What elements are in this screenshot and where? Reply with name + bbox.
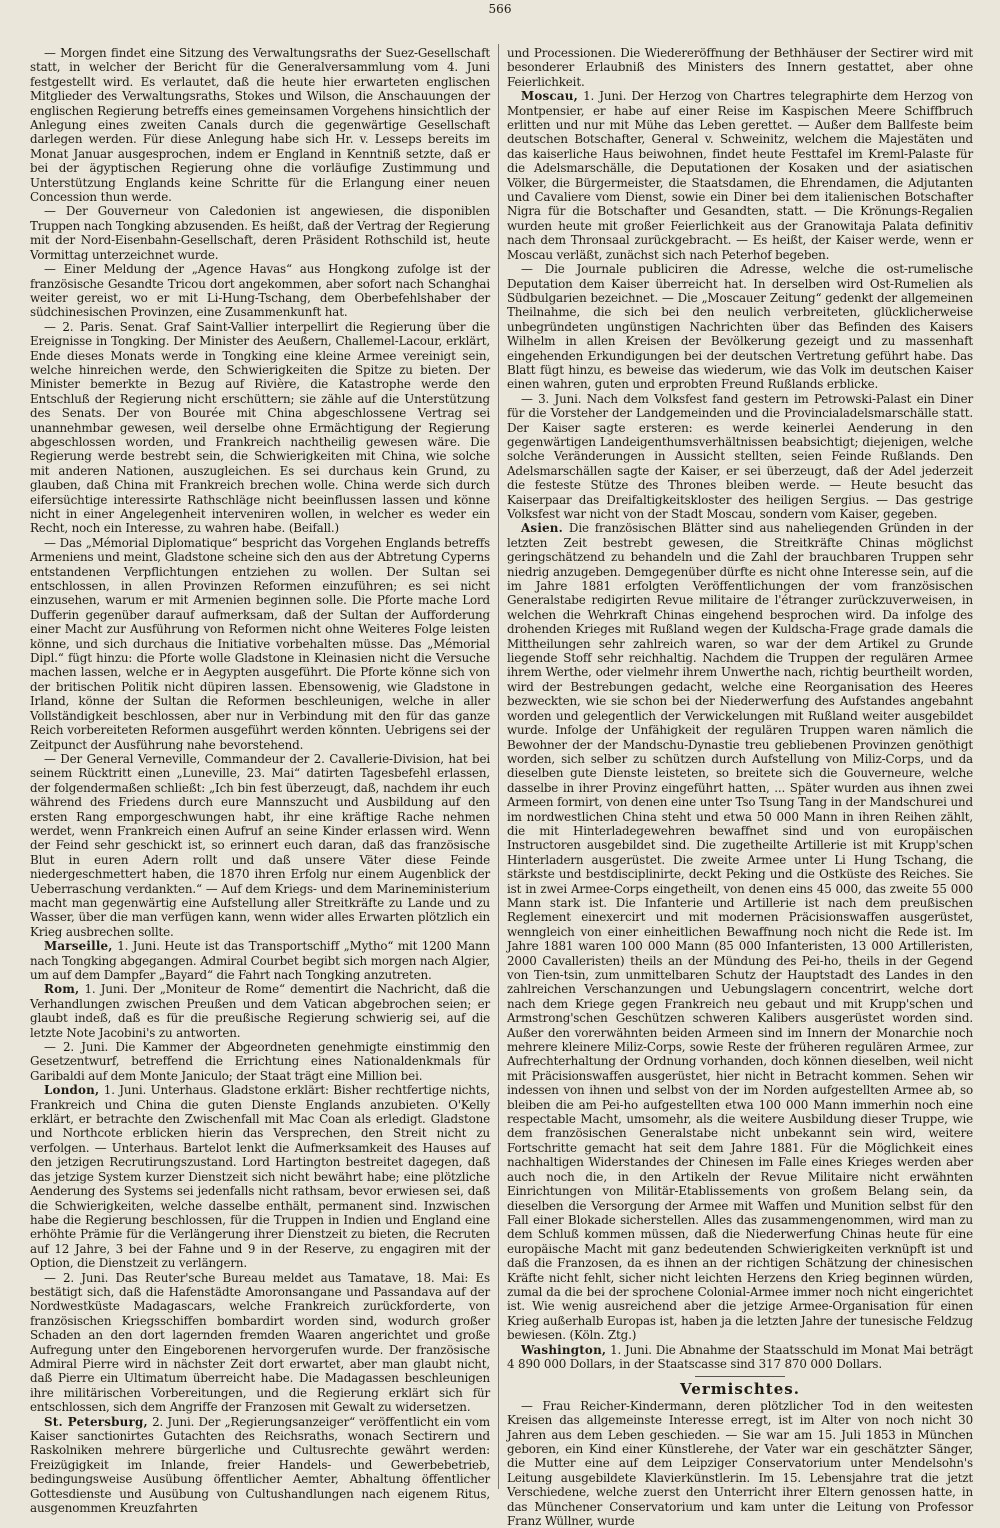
dateline-petersburg: St. Petersburg,: [44, 1414, 148, 1429]
article-hongkong: — Einer Meldung der „Agence Havas“ aus Hongkong zufolge ist der französische Gesandte Tricou dort angekommen, aber sofort nach Schanghai weiter gereist, wo er mit Li-Hung-Tschang, dem Oberbefehlshaber der südchinesischen Provinzen, eine Zusammenkunft hat.: [30, 262, 490, 320]
column-divider: [498, 44, 499, 1489]
right-column: [507, 46, 973, 1528]
dateline-marseille: Marseille,: [44, 939, 113, 954]
left-column: [30, 46, 490, 1516]
dateline-washington: Washington,: [521, 1342, 607, 1357]
article-petersburg-text: 2. Juni. Der „Regierungsanzeiger“ veröffentlicht ein vom Kaiser sanctionirtes Gutachten des Reichsraths, wonach Sectirern und Raskolniken mehrere bürgerliche und Cultusrechte gewährt werden: Freizügigkeit im Inlande, freier Handels- und Gewerbebetrieb, bedingungsweise Ausübung öffentlicher Aemter, Abhaltung öffentlicher Gottesdienste und Ausübung von Cultushandlungen nach eigenem Ritus, ausgenommen Kreuzfahrten: [30, 1414, 490, 1516]
article-asien: [507, 521, 973, 1342]
section-separator: [695, 1376, 785, 1377]
article-marseille: [30, 939, 490, 982]
article-verneville: — Der General Verneville, Commandeur der 2. Cavallerie-Division, hat bei seinem Rücktritt einen „Luneville, 23. Mai“ datirten Tagesbefehl erlassen, der folgendermaßen schließt: „Ich bin fest überzeugt, daß, nachdem ihr euch während des Friedens durch eure Mannszucht und Ausbildung auf den ersten Rang emporgeschwungen habt, ihr eine kräftige Rache nehmen werdet, wenn Frankreich einen Aufruf an seine Kinder erlassen wird. Wenn der Feind sehr geschickt ist, so erinnert euch daran, daß das französische Blut in euren Adern rollt und daß unsere Väter diese Feinde niedergeschmettert haben, die 1870 ihren Erfolg nur einem Augenblick der Ueberraschung verdankten.“ — Auf dem Kriegs- und dem Marineministerium macht man gegenwärtig eine Aufstellung aller Streitkräfte zu Lande und zu Wasser, über die man verfügen kann, wenn wider alles Erwarten plötzlich ein Krieg ausbrechen sollte.: [30, 751, 490, 939]
article-moscau-2: — Die Journale publiciren die Adresse, welche die ost-rumelische Deputation dem Kaiser überreicht hat. In derselben wird Ost-Rumelien als Südbulgarien bezeichnet. — Die „Moscauer Zeitung“ gedenkt der allgemeinen Theilnahme, die sich bei den neulich verbreiteten, glücklicherweise unbegründeten ungünstigen Nachrichten über das Befinden des Kaisers Wilhelm in allen Kreisen der Bevölkerung gezeigt und zu massenhaft eingehenden Erkundigungen bei der deutschen Vertretung geführt habe. Das Blatt fügt hinzu, es beweise das wiederum, wie das Volk im deutschen Kaiser einen wahren, guten und erprobten Freund Rußlands erblicke.: [507, 262, 973, 392]
article-reicher-kindermann: — Frau Reicher-Kindermann, deren plötzlicher Tod in den weitesten Kreisen das allgemeinste Interesse erregt, ist im Alter von noch nicht 30 Jahren aus dem Leben geschieden. — Sie war am 15. Juli 1853 in München geboren, ein Kind einer Künstlerehe, der Vater war ein geschätzter Sänger, die Mutter eine auf dem Leipziger Conservatorium unter Mendelsohn's Leitung ausgebildete Klavierkünstlerin. Im 15. Lebensjahre trat die jetzt Verschiedene, welche zuerst den Unterricht ihrer Eltern genossen hatte, in das Münchener Conservatorium und kam unter die Leitung von Professor Franz Wüllner, wurde: [507, 1398, 973, 1528]
article-washington: [507, 1343, 973, 1372]
article-memorial: — Das „Mémorial Diplomatique“ bespricht das Vorgehen Englands betreffs Armeniens und meint, Gladstone scheine sich den aus der Abtretung Cyperns entstandenen Verpflichtungen entziehen zu wollen. Der Sultan sei entschlossen, in allen Provinzen Reformen einzuführen; es sei nicht einzusehen, warum er mit Armenien beginnen solle. Die Pforte mache Lord Dufferin gegenüber darauf aufmerksam, daß der Sultan der Aufforderung einer Macht zur Ausführung von Reformen nicht ohne Weiteres Folge leisten könne, und sich durchaus die Initiative vorbehalten müsse. Das „Mémorial Dipl.“ fügt hinzu: die Pforte wolle Gladstone in Kleinasien nicht die Versuche machen lassen, welche er in Aegypten ausgeführt. Die Pforte könne sich von der britischen Politik nicht düpiren lassen. Ebensowenig, wie Gladstone in Irland, könne der Sultan die Reformen beschleunigen, welche in aller Vollständigkeit beschlossen, aber nur in Verbindung mit den für das ganze Reich vorbereiteten Reformen ausgeführt werden könnten. Uebrigens sei der Zeitpunct der Ausführung nahe bevorstehend.: [30, 535, 490, 752]
article-moscau: [507, 89, 973, 262]
article-washington-text: 1. Juni. Die Abnahme der Staatsschuld im Monat Mai beträgt 4 890 000 Dollars, in der Staatscasse sind 317 870 000 Dollars.: [507, 1342, 973, 1371]
article-moscau-3: — 3. Juni. Nach dem Volksfest fand gestern im Petrowski-Palast ein Diner für die Vorsteher der Landgemeinden und die Provincialadelsmarschälle statt. Der Kaiser sagte ersteren: es werde keinerlei Aenderung in den gegenwärtigen Landeigenthumsverhältnissen beabsichtigt; diejenigen, welche solche Veränderungen in Aussicht stellten, seien Feinde Rußlands. Den Adelsmarschällen sagte der Kaiser, er sei überzeugt, daß der Adel jederzeit die festeste Stütze des Thrones bleiben werde. — Heute besucht das Kaiserpaar das Dreifaltigkeitskloster des heiligen Sergius. — Das gestrige Volksfest war nicht von der Stadt Moscau, sondern vom Kaiser, gegeben.: [507, 391, 973, 521]
article-marseille-text: 1. Juni. Heute ist das Transportschiff „Mytho“ mit 1200 Mann nach Tongking abgegangen. Admiral Courbet begibt sich morgen nach Algier, um auf dem Dampfer „Bayard“ die Fahrt nach Tongking anzutreten.: [30, 939, 490, 982]
article-petersburg-cont: und Processionen. Die Wiedereröffnung der Bethhäuser der Sectirer wird mit besonderer Erlaubniß des Ministers des Innern gestattet, aber ohne Feierlichkeit.: [507, 46, 973, 89]
section-title-vermischtes: Vermischtes.: [680, 1380, 800, 1399]
dateline-moscau: Moscau,: [521, 89, 578, 104]
article-suez: — Morgen findet eine Sitzung des Verwaltungsraths der Suez-Gesellschaft statt, in welcher der Bericht für die Generalversammlung vom 4. Juni festgestellt wird. Es verlautet, daß die heute hier erwarteten englischen Mitglieder des Verwaltungsraths, Stokes und Wilson, die Anschauungen der englischen Regierung betreffs eines gemeinsamen Vorgehens hinsichtlich der Anlegung eines zweiten Canals durch die gegenwärtige Gesellschaft darlegen werden. Für diese Anlegung habe sich Hr. v. Lesseps bereits im Monat Januar ausgesprochen, indem er England in Kenntniß setzte, daß er bei der ägyptischen Regierung ohne die vorläufige Zustimmung und Unterstützung Englands keine Schritte für die Erlangung einer neuen Concession thun werde.: [30, 46, 490, 205]
dateline-london: London,: [44, 1083, 100, 1098]
article-rom-2: — 2. Juni. Die Kammer der Abgeordneten genehmigte einstimmig den Gesetzentwurf, betreffend die Errichtung eines Nationaldenkmals für Garibaldi auf dem Monte Janiculo; der Staat trägt eine Million bei.: [30, 1040, 490, 1083]
article-london: [30, 1083, 490, 1270]
article-london-text: 1. Juni. Unterhaus. Gladstone erklärt: Bisher rechtfertige nichts, Frankreich und China die guten Dienste Englands anzubieten. O'Kelly erklärt, er betrachte den Zwischenfall mit Mac Coan als erledigt. Gladstone und Northcote erblicken hierin das Versprechen, den Streit nicht zu verfolgen. — Unterhaus. Bartelot lenkt die Aufmerksamkeit des Hauses auf den jetzigen Recrutirungszustand. Lord Hartington bestreitet dagegen, daß das jetzige System kurzer Dienstzeit sich nicht bewährt habe; eine plötzliche Aenderung des Systems sei jedenfalls nicht rathsam, bevor erwiesen sei, daß die Schwierigkeiten, welche dasselbe enthält, permanent sind. Inzwischen habe die Regierung beschlossen, für die Truppen in Indien und England eine erhöhte Prämie für die Verlängerung ihrer Dienstzeit zu bieten, die Recruten auf 12 Jahre, 3 bei der Fahne und 9 in der Reserve, zu engagiren mit der Option, die Dienstzeit zu verlängern.: [30, 1083, 490, 1271]
article-moscau-text: 1. Juni. Der Herzog von Chartres telegraphirte dem Herzog von Montpensier, er habe auf einer Reise im Kaspischen Meere Schiffbruch erlitten und nur mit Mühe das Leben gerettet. — Außer dem Ballfeste beim deutschen Botschafter, General v. Schweinitz, welchem die Majestäten und das kaiserliche Haus beiwohnen, findet heute Festtafel im Kreml-Palaste für die Adelsmarschälle, die Deputationen der Kosaken und der asiatischen Völker, die Bürgermeister, die Staatsdamen, die Ehrendamen, die Adjutanten und Cavaliere vom Dienst, sowie ein Diner bei dem italienischen Botschafter Nigra für die Botschafter und Gesandten, statt. — Die Krönungs-Regalien wurden heute mit großer Feierlichkeit aus der Granowitaja Palata definitiv nach dem Thronsaal zurückgebracht. — Es heißt, der Kaiser werde, wenn er Moscau verläßt, zunächst sich nach Peterhof begeben.: [507, 89, 973, 262]
article-rom-text: 1. Juni. Der „Moniteur de Rome“ dementirt die Nachricht, daß die Verhandlungen zwischen Preußen und dem Vatican abgebrochen seien; er glaubt indeß, daß es für die preußische Regierung schwierig sei, auf die letzte Note Jacobini's zu antworten.: [30, 982, 490, 1040]
page-number: 566: [488, 2, 512, 16]
article-petersburg: [30, 1415, 490, 1516]
dateline-asien: Asien.: [521, 521, 563, 536]
dateline-rom: Rom,: [44, 982, 80, 997]
article-caledonien: — Der Gouverneur von Caledonien ist angewiesen, die disponiblen Truppen nach Tongking abzusenden. Es heißt, daß der Vertrag der Regierung mit der Nord-Eisenbahn-Gesellschaft, deren Präsident Rothschild ist, heute Vormittag unterzeichnet wurde.: [30, 204, 490, 262]
article-london-2: — 2. Juni. Das Reuter'sche Bureau meldet aus Tamatave, 18. Mai: Es bestätigt sich, daß die Hafenstädte Amoronsangane und Passandava auf der Nordwestküste Madagascars, welche Frankreich zurückforderte, von französischen Kriegsschiffen bombardirt worden sind, wodurch großer Schaden an den dort lagernden fremden Waaren angerichtet und große Aufregung unter den Eingeborenen hervorgerufen wurde. Der französische Admiral Pierre wird in nächster Zeit dort erwartet, aber man glaubt nicht, daß Pierre ein Ultimatum überreicht habe. Die Madagassen beschleunigen ihre militärischen Vorbereitungen, und die Regierung erklärt sich für entschlossen, sich dem Angriffe der Franzosen mit Gewalt zu widersetzen.: [30, 1270, 490, 1415]
article-rom: [30, 982, 490, 1040]
article-paris-senat: — 2. Paris. Senat. Graf Saint-Vallier interpellirt die Regierung über die Ereignisse in Tongking. Der Minister des Aeußern, Challemel-Lacour, erklärt, Ende dieses Monats werde in Tongking eine kleine Armee vereinigt sein, welche hinreichen werde, den Schwierigkeiten die Spitze zu bieten. Der Minister bemerkte in Bezug auf Rivière, die Katastrophe werde den Entschluß der Regierung nicht erschüttern; sie zähle auf die Unterstützung des Senats. Der von Bourée mit China abgeschlossene Vertrag sei unannehmbar gewesen, weil derselbe ohne Ermächtigung der Regierung abgeschlossen worden, und Frankreich nachtheilig gewesen wäre. Die Regierung werde bestrebt sein, die Schwierigkeiten mit China, wie solche mit anderen Nationen, auszugleichen. Es sei durchaus kein Grund, zu glauben, daß China mit Frankreich brechen wolle. China werde sich durch eifersüchtige interessirte Rathschläge nicht beeinflussen lassen und könne nicht in einer Angelegenheit interveniren wollen, in welcher es weder ein Recht, noch ein Interesse, zu wahren habe. (Beifall.): [30, 319, 490, 536]
article-asien-source: (Köln. Ztg.): [569, 1328, 637, 1343]
article-asien-text: Die französischen Blätter sind aus naheliegenden Gründen in der letzten Zeit bestrebt gewesen, die Streitkräfte Chinas möglichst geringschätzend zu behandeln und die Zahl der brauchbaren Truppen sehr niedrig anzugeben. Demgegenüber dürfte es nicht ohne Interesse sein, auf die im Jahre 1881 erfolgten Veröffentlichungen der vom französischen Generalstabe redigirten Revue militaire de l'étranger zurückzuverweisen, in welchen die Wehrkraft Chinas eingehend besprochen wird. Da infolge des drohenden Krieges mit Rußland wegen der Kuldscha-Frage grade damals die Mittheilungen sehr zahlreich waren, so war der dem Artikel zu Grunde liegende Stoff sehr reichhaltig. Nachdem die Truppen der regulären Armee ihrem Werthe, oder vielmehr ihrem Unwerthe nach, richtig beurtheilt worden, wird der Bestrebungen gedacht, welche eine Reorganisation des Heeres bezweckten, wie sie schon bei der Niederwerfung des Aufstandes angebahnt worden und gelegentlich der Verwickelungen mit Rußland weiter ausgebildet wurde. Infolge der Unfähigkeit der regulären Truppen waren nämlich die Bewohner der der Mandschu-Dynastie treu gebliebenen Provinzen genöthigt worden, sich selber zu schützen durch Aufstellung von Miliz-Corps, und da dieselben gute Dienste leisteten, so breitete sich die Gouverneure, welche dasselbe in ihrer Provinz eingeführt hatten, ... Später wurden aus ihnen zwei Armeen formirt, von denen eine unter Tso Tsung Tang in der Mandschurei und im nordwestlichen China steht und etwa 50 000 Mann in ihren Reihen zählt, die mit Hinterladegewehren bewaffnet sind und von europäischen Instructoren ausgebildet sind. Die zugetheilte Artillerie ist mit Krupp'schen Hinterladern ausgerüstet. Die zweite Armee unter Li Hung Tschang, die stärkste und bestdisciplinirte, deckt Peking und die Ostküste des Reiches. Sie ist in zwei Armee-Corps eingetheilt, von denen eins 45 000, das zweite 55 000 Mann stark ist. Die Infanterie und Artillerie ist nach dem preußischen Reglement einexercirt und mit modernen Präcisionswaffen ausgerüstet, wenngleich von einer einheitlichen Bewaffnung noch nicht die Rede ist. Im Jahre 1881 waren 100 000 Mann (85 000 Infanteristen, 13 000 Artilleristen, 2000 Cavalleristen) theils an der Mündung des Pei-ho, theils in der Gegend von Tien-tsin, zum unmittelbaren Schutz der Hauptstadt des Landes in den zahlreichen Verschanzungen und Uebungslagern concentrirt, welche dort nach dem Kriege gegen Frankreich neu gebaut und mit Krupp'schen und Armstrong'schen Geschützen schweren Kalibers ausgerüstet worden sind. Außer den vorerwähnten beiden Armeen sind im Innern der Monarchie noch mehrere kleinere Miliz-Corps, sowie Reste der früheren regulären Armee, zur Aufrechterhaltung der Ordnung vorhanden, doch können dieselben, weil nicht mit Präcisionswaffen ausgerüstet, hier nicht in Betracht kommen. Sehen wir indessen von ihnen und selbst von der im Norden aufgestellten Armee ab, so bleiben die am Pei-ho aufgestellten etwa 100 000 Mann immerhin noch eine respectable Macht, umsomehr, als die weitere Ausbildung dieser Truppe, wie dem französischen Generalstabe nicht unbekannt sein wird, weitere Fortschritte gemacht hat seit dem Jahre 1881. Für die Möglichkeit eines nachhaltigen Widerstandes der Chinesen im Falle eines Krieges werden aber auch noch die, in den Artikeln der Revue Militaire nicht erwähnten Einrichtungen von Militär-Etablissements von großem Belang sein, da dieselben die Versorgung der Armee mit Waffen und Munition selbst für den Fall einer Blokade sicherstellen. Alles das zusammengenommen, wird man zu dem Schluß kommen müssen, daß die Niederwerfung Chinas heute für eine europäische Macht mit ganz bedeutenden Schwierigkeiten verknüpft ist und daß die Franzosen, da es ihnen an der richtigen Schätzung der chinesischen Kräfte nicht fehlt, sicher nicht leichten Herzens den Krieg beginnen würden, zumal da die bei der sprochene Colonial-Armee immer noch nicht eingerichtet ist. Wie wenig ausreichend aber die jetzige Armee-Organisation für einen Krieg außerhalb Europas ist, haben ja die letzten Jahre der tunesische Feldzug bewiesen.: [507, 521, 973, 1343]
